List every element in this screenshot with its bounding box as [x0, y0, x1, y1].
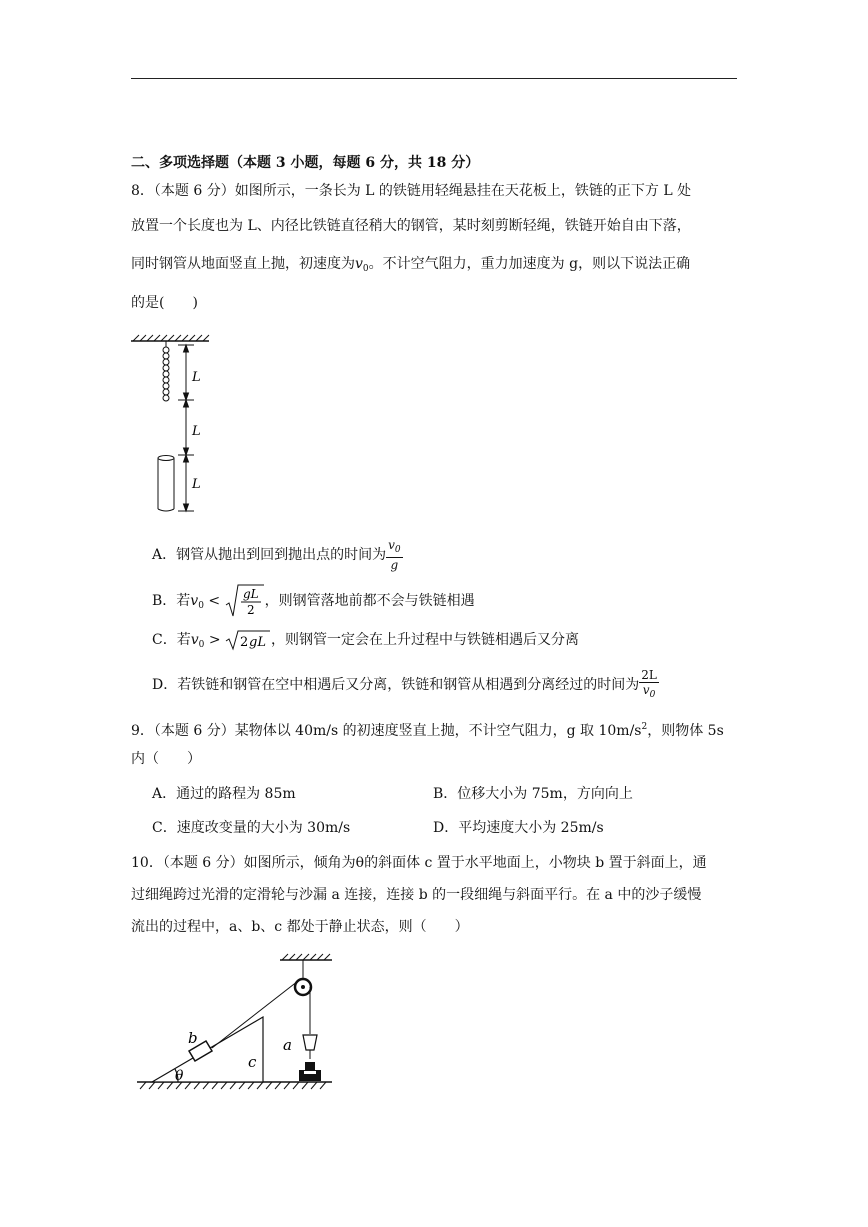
- ground: [137, 1082, 332, 1089]
- svg-text:gL: gL: [242, 587, 259, 601]
- q8-tag: （本题 6 分）: [153, 183, 235, 199]
- q8-line-1: [131, 181, 691, 201]
- label-theta: θ: [175, 1068, 184, 1084]
- q9-line-1: 9．（本题 6 分）某物体以 40m/s 的初速度竖直上抛，不计空气阻力，g 取 $10m/s^2$，则物体 5s: [131, 722, 724, 739]
- q8-text-1: 如图所示，一条长为 L 的铁链用轻绳悬挂在天花板上，铁链的正下方 L 处: [234, 183, 692, 199]
- steel-pipe: [158, 456, 174, 512]
- dim-label-3: L: [192, 477, 201, 492]
- q9-line-2: 内（ ）: [131, 751, 201, 767]
- q8-option-b: B．若$v_0$ < gL 2 ，则钢管落地前都不会与铁链相遇: [152, 583, 475, 620]
- label-c: c: [248, 1053, 257, 1071]
- svg-text:gL: gL: [249, 635, 266, 650]
- dim-label-1: L: [192, 370, 201, 385]
- q9-option-d: D．平均速度大小为 25m/s: [433, 820, 604, 836]
- q8-number: 8．: [131, 183, 154, 199]
- label-b: b: [188, 1029, 198, 1047]
- ceiling: [131, 335, 209, 341]
- q10-line-3: 流出的过程中，a、b、c 都处于静止状态，则（ ）: [131, 919, 469, 935]
- q8-line-4: 的是( ): [131, 295, 198, 311]
- v0-subscript: 0: [362, 264, 369, 274]
- svg-text:2: 2: [246, 603, 255, 617]
- header-rule: [131, 78, 737, 79]
- q9-option-a: A．通过的路程为 85m: [152, 786, 296, 802]
- hourglass-a: [299, 1035, 321, 1081]
- q8-text-3a: 同时钢管从地面竖直上抛，初速度为: [131, 256, 355, 272]
- q8-line-2: 放置一个长度也为 L、内径比铁链直径稍大的钢管，某时刻剪断轻绳，铁链开始自由下落，: [131, 218, 691, 234]
- v0-symbol: v: [355, 256, 363, 272]
- q8-text-3b: 。不计空气阻力，重力加速度为 g，则以下说法正确: [368, 256, 691, 272]
- q10-line-1: 10．（本题 6 分）如图所示，倾角为θ的斜面体 c 置于水平地面上，小物块 b 置于斜面上，通: [131, 855, 707, 871]
- q9-option-c: C．速度改变量的大小为 30m/s: [152, 820, 351, 836]
- section-title: 二、多项选择题（本题 3 小题，每题 6 分，共 18 分）: [131, 155, 480, 171]
- q8-option-d: D．若铁链和钢管在空中相遇后又分离，铁链和钢管从相遇到分离经过的时间为 $\frac{2L}{v_0}$: [152, 668, 657, 700]
- q8-option-a: A．钢管从抛出到回到抛出点的时间为 $\frac{v_0}{g}$: [152, 538, 401, 572]
- q10-line-2: 过细绳跨过光滑的定滑轮与沙漏 a 连接，连接 b 的一段细绳与斜面平行。在 a 中的沙子缓慢: [131, 887, 702, 903]
- q8-figure: [126, 333, 226, 518]
- svg-text:2: 2: [240, 635, 249, 650]
- q10-figure: [132, 950, 372, 1100]
- sqrt-gL-over-2: [225, 583, 265, 619]
- sqrt-2gL: [225, 626, 271, 654]
- q8-line-3: [131, 254, 690, 279]
- fraction-v0-over-g: $\frac{v_0}{g}$: [388, 538, 401, 572]
- label-a: a: [283, 1036, 292, 1054]
- iron-chain: [163, 347, 169, 401]
- ceiling-mount: [280, 954, 332, 980]
- q9-option-b: B．位移大小为 75m，方向向上: [433, 786, 633, 802]
- q8-option-c: C．若$v_0$ > 2 gL ，则钢管一定会在上升过程中与铁链相遇后又分离: [152, 626, 579, 659]
- dim-label-2: L: [192, 424, 201, 439]
- fraction-2L-over-v0: $\frac{2L}{v_0}$: [641, 668, 657, 700]
